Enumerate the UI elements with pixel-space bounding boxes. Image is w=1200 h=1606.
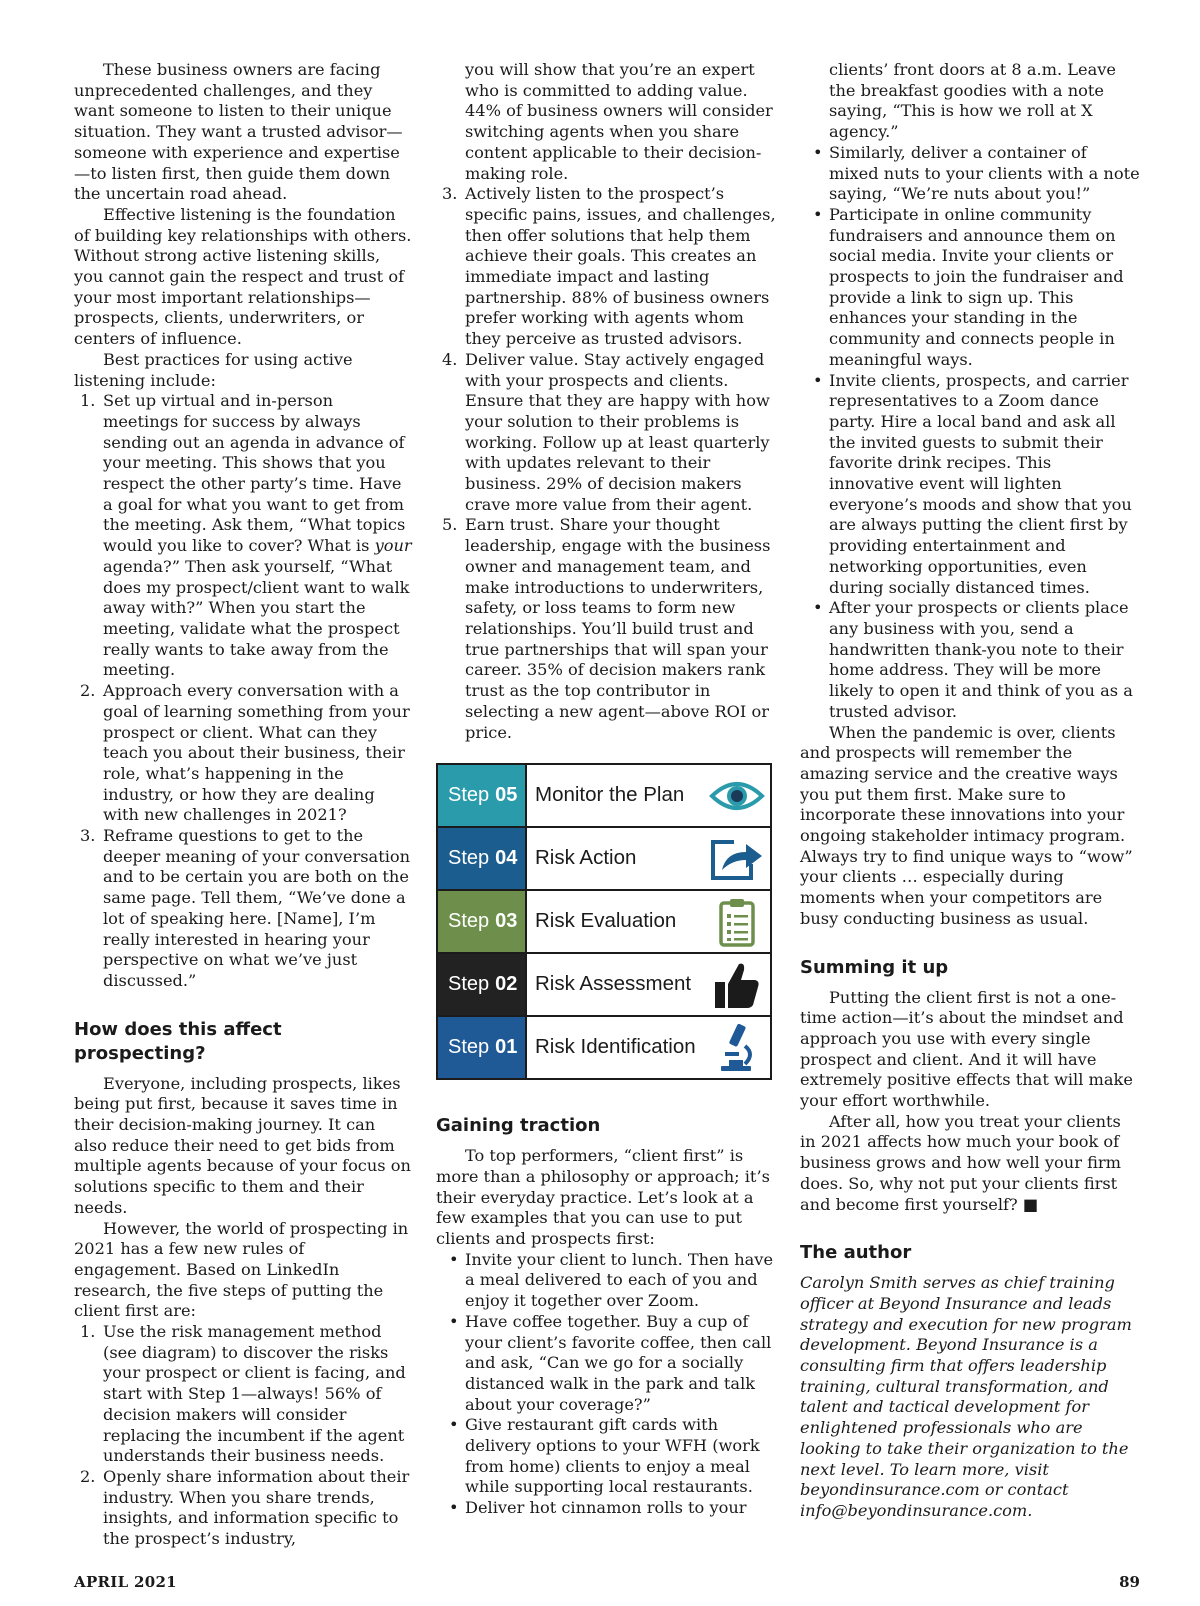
paragraph: Everyone, including prospects, likes being put first, because it saves time in their decision-making journey. It can also reduce their need to get bids from multiple agents because of your focus on solutions specific to them and their needs. [74, 1073, 411, 1217]
diagram-step-badge [438, 765, 527, 826]
list-item [800, 598, 1140, 722]
section-heading-summing-up: Summing it up [800, 956, 949, 978]
diagram-row-step-01 [438, 1017, 770, 1078]
five-steps-list [74, 1322, 412, 1550]
list-number: 2. [80, 1467, 96, 1486]
step-number: 03 [495, 910, 518, 933]
list-number: 4. [442, 349, 458, 369]
list-text: clients’ front doors at 8 a.m. Leave the breakfast goodies with a note saying, “This is how we roll at X agency.” [829, 60, 1117, 142]
list-item [74, 391, 412, 681]
paragraph: To top performers, “client first” is more than a philosophy or approach; it’s their everyday practice. Let’s look at a few examples that you can use to put clients and prospects first: [436, 1146, 770, 1249]
step-word: Step [448, 973, 490, 996]
author-bio: Carolyn Smith serves as chief training officer at Beyond Insurance and leads strategy and execution for new program development. Beyond Insurance is a consulting firm that offers leadership training, cultural transformation, and talent and tactical development for enlightened professionals who are looking to take their organization to the next level. To learn more, visit beyondinsurance.com or contact info@beyondinsurance.com. [800, 1273, 1132, 1520]
list-text: Deliver value. Stay actively engaged with your prospects and clients. Ensure that they are happy with how your solution to their problems is working. Follow up at least quarterly with updates relevant to their business. 29% of decision makers crave more value from their agent. [465, 349, 770, 514]
diagram-row-step-05 [438, 765, 770, 828]
list-item [800, 205, 1140, 371]
list-text: Approach every conversation with a goal of learning something from your prospect or client. What can they teach you about their business, their role, what’s happening in the industry, or how they are dealing with new challenges in 2021? [103, 681, 410, 825]
diagram-step-label: Monitor the Plan [535, 783, 685, 807]
microscope-icon [704, 1017, 770, 1078]
column-1 [74, 60, 412, 1550]
list-number: 2. [80, 681, 96, 701]
five-steps-list-continued [436, 60, 776, 743]
list-text: Invite clients, prospects, and carrier representatives to a Zoom dance party. Hire a local band and ask all the invited guests to submit their favorite drink recipes. This innovative event will lighten everyone’s moods and show that you are always putting the client first by providing entertainment and networking opportunities, even during socially distanced times. [829, 370, 1132, 597]
list-text: agenda?” Then ask yourself, “What does my prospect/client want to walk away with?” When you start the meeting, validate what the prospect really wants to take away from the meeting. [103, 556, 410, 680]
share-arrow-icon [704, 828, 770, 889]
list-item [436, 1415, 776, 1498]
list-text: you will show that you’re an expert who is committed to adding value. 44% of business owners will consider switching agents when you share content applicable to their decision-making role. [465, 60, 773, 183]
diagram-step-badge [438, 1017, 527, 1078]
bullet-icon: • [449, 1249, 459, 1269]
diagram-step-badge [438, 828, 527, 889]
diagram-step-label: Risk Assessment [535, 972, 692, 996]
list-text: Invite your client to lunch. Then have a meal delivered to each of you and enjoy it together over Zoom. [465, 1249, 774, 1311]
diagram-step-label: Risk Action [535, 846, 637, 870]
list-text: Use the risk management method (see diagram) to discover the risks your prospect or client is facing, and start with Step 1—always! 56% of decision makers will consider replacing the incumbent if the agent understands their business needs. [103, 1322, 406, 1466]
step-number: 01 [495, 1036, 518, 1059]
step-number: 02 [495, 973, 518, 996]
diagram-row-step-04 [438, 828, 770, 891]
examples-bullet-list [436, 1250, 776, 1519]
step-word: Step [448, 784, 490, 807]
step-word: Step [448, 910, 490, 933]
list-item [74, 681, 412, 826]
list-text: Similarly, deliver a container of mixed nuts to your clients with a note saying, “We’re nuts about you!” [829, 142, 1140, 204]
paragraph: However, the world of prospecting in 2021 has a few new rules of engagement. Based on LinkedIn research, the five steps of putting the client first are: [74, 1218, 409, 1321]
active-listening-list [74, 391, 412, 991]
list-text: Actively listen to the prospect’s specific pains, issues, and challenges, then offer solutions that help them achieve their goals. This creates an immediate impact and lasting partnership. 88% of business owners prefer working with agents whom they perceive as trusted advisors. [465, 184, 776, 349]
list-text: Have coffee together. Buy a cup of your client’s favorite coffee, then call and ask, “Can we go for a socially distanced walk in the park and talk about your coverage?” [465, 1311, 772, 1414]
list-item [436, 350, 776, 516]
paragraph: After all, how you treat your clients in 2021 affects how much your book of business grows and how well your firm does. So, why not put your clients first and become first yourself? ■ [800, 1111, 1121, 1214]
list-text: Openly share information about their industry. When you share trends, insights, and information specific to the prospect’s industry, [103, 1467, 410, 1549]
list-text: After your prospects or clients place any business with you, send a handwritten thank-you note to their home address. They will be more likely to open it and think of you as a trusted advisor. [829, 598, 1133, 721]
list-number: 3. [80, 826, 96, 846]
step-word: Step [448, 1036, 490, 1059]
list-text: Deliver hot cinnamon rolls to your [465, 1498, 747, 1518]
bullet-icon: • [813, 204, 823, 224]
list-text: Earn trust. Share your thought leadership, engage with the business owner and management team, and make introductions to underwriters, safety, or loss teams to form new relationships. You’ll build trust and true partnerships that will span your career. 35% of decision makers rank trust as the top contributor in selecting a new agent—above ROI or price. [465, 515, 771, 742]
list-text: Participate in online community fundraisers and announce them on social media. Invite your clients or prospects to join the fundraiser and provide a link to sign up. This enhances your standing in the community and connects people in meaningful ways. [829, 204, 1124, 369]
issue-date: APRIL 2021 [74, 1573, 177, 1591]
section-heading-prospecting: How does this affect prospecting? [74, 1018, 282, 1064]
clipboard-icon [704, 891, 770, 952]
diagram-row-step-03 [438, 891, 770, 954]
list-number: 5. [442, 515, 458, 535]
list-text: Reframe questions to get to the deeper meaning of your conversation and to be certain you are both on the same page. Tell them, “We’ve done a lot of speaking here. [Name], I’m really interested in hearing your perspective on what we’ve just discussed.” [103, 826, 411, 990]
list-item [436, 1250, 776, 1312]
diagram-step-badge [438, 891, 527, 952]
risk-management-diagram [436, 763, 772, 1080]
diagram-step-badge [438, 954, 527, 1015]
diagram-step-label: Risk Evaluation [535, 909, 677, 933]
page-number: 89 [1119, 1573, 1140, 1591]
step-number: 04 [495, 847, 518, 870]
list-item [800, 143, 1140, 205]
step-word: Step [448, 847, 490, 870]
list-item [436, 515, 776, 743]
paragraph: Effective listening is the foundation of building key relationships with others. Without strong active listening skills, you cannot gain the respect and trust of your most important relationships—prospects, clients, underwriters, or centers of influence. [74, 204, 412, 349]
list-item [74, 1467, 412, 1550]
list-item [74, 1322, 412, 1467]
diagram-row-step-02 [438, 954, 770, 1017]
list-item [436, 184, 776, 350]
bullet-icon: • [813, 370, 823, 390]
list-text: Set up virtual and in-person meetings for success by always sending out an agenda in advance of your meeting. This shows that you respect the other party’s time. Have a goal for what you want to get from the meeting. Ask them, “What topics would you like to cover? What is [103, 391, 406, 556]
list-item [800, 60, 1140, 143]
bullet-icon: • [449, 1415, 459, 1435]
list-item [436, 60, 776, 184]
list-number: 3. [442, 184, 458, 204]
eye-icon [704, 765, 770, 826]
section-heading-gaining-traction: Gaining traction [436, 1115, 601, 1137]
column-2 [436, 60, 776, 1519]
thumbs-up-icon [704, 954, 770, 1015]
bullet-icon: • [449, 1498, 459, 1518]
paragraph: These business owners are facing unprecedented challenges, and they want someone to listen to their unique situation. They want a trusted advisor—someone with experience and expertise—to listen first, then guide them down the uncertain road ahead. [74, 60, 403, 204]
examples-bullet-list-continued [800, 60, 1140, 723]
paragraph: Putting the client first is not a one-time action—it’s about the mindset and approach you use with every single prospect and client. And it will have extremely positive effects that will make your effort worthwhile. [800, 987, 1133, 1111]
column-3 [800, 60, 1140, 1522]
list-number: 1. [80, 391, 96, 411]
list-item [800, 371, 1140, 599]
paragraph: Best practices for using active listening include: [74, 349, 353, 390]
step-number: 05 [495, 784, 518, 807]
bullet-icon: • [813, 598, 823, 618]
bullet-icon: • [449, 1311, 459, 1331]
diagram-step-label: Risk Identification [535, 1035, 696, 1059]
list-text: Give restaurant gift cards with delivery options to your WFH (work from home) clients to enjoy a meal while supporting local restaurants. [465, 1415, 760, 1497]
list-item [74, 826, 412, 992]
bullet-icon: • [813, 142, 823, 162]
section-heading-author: The author [800, 1242, 912, 1264]
list-item [436, 1498, 776, 1519]
emphasis: your [374, 536, 412, 556]
paragraph: When the pandemic is over, clients and prospects will remember the amazing service and the creative ways you put them first. Make sure to incorporate these innovations into your ongoing stakeholder intimacy program. Always try to find unique ways to “wow” your clients … especially during moments when your competitors are busy conducting business as usual. [800, 722, 1133, 928]
list-item [436, 1312, 776, 1416]
list-number: 1. [80, 1322, 96, 1342]
